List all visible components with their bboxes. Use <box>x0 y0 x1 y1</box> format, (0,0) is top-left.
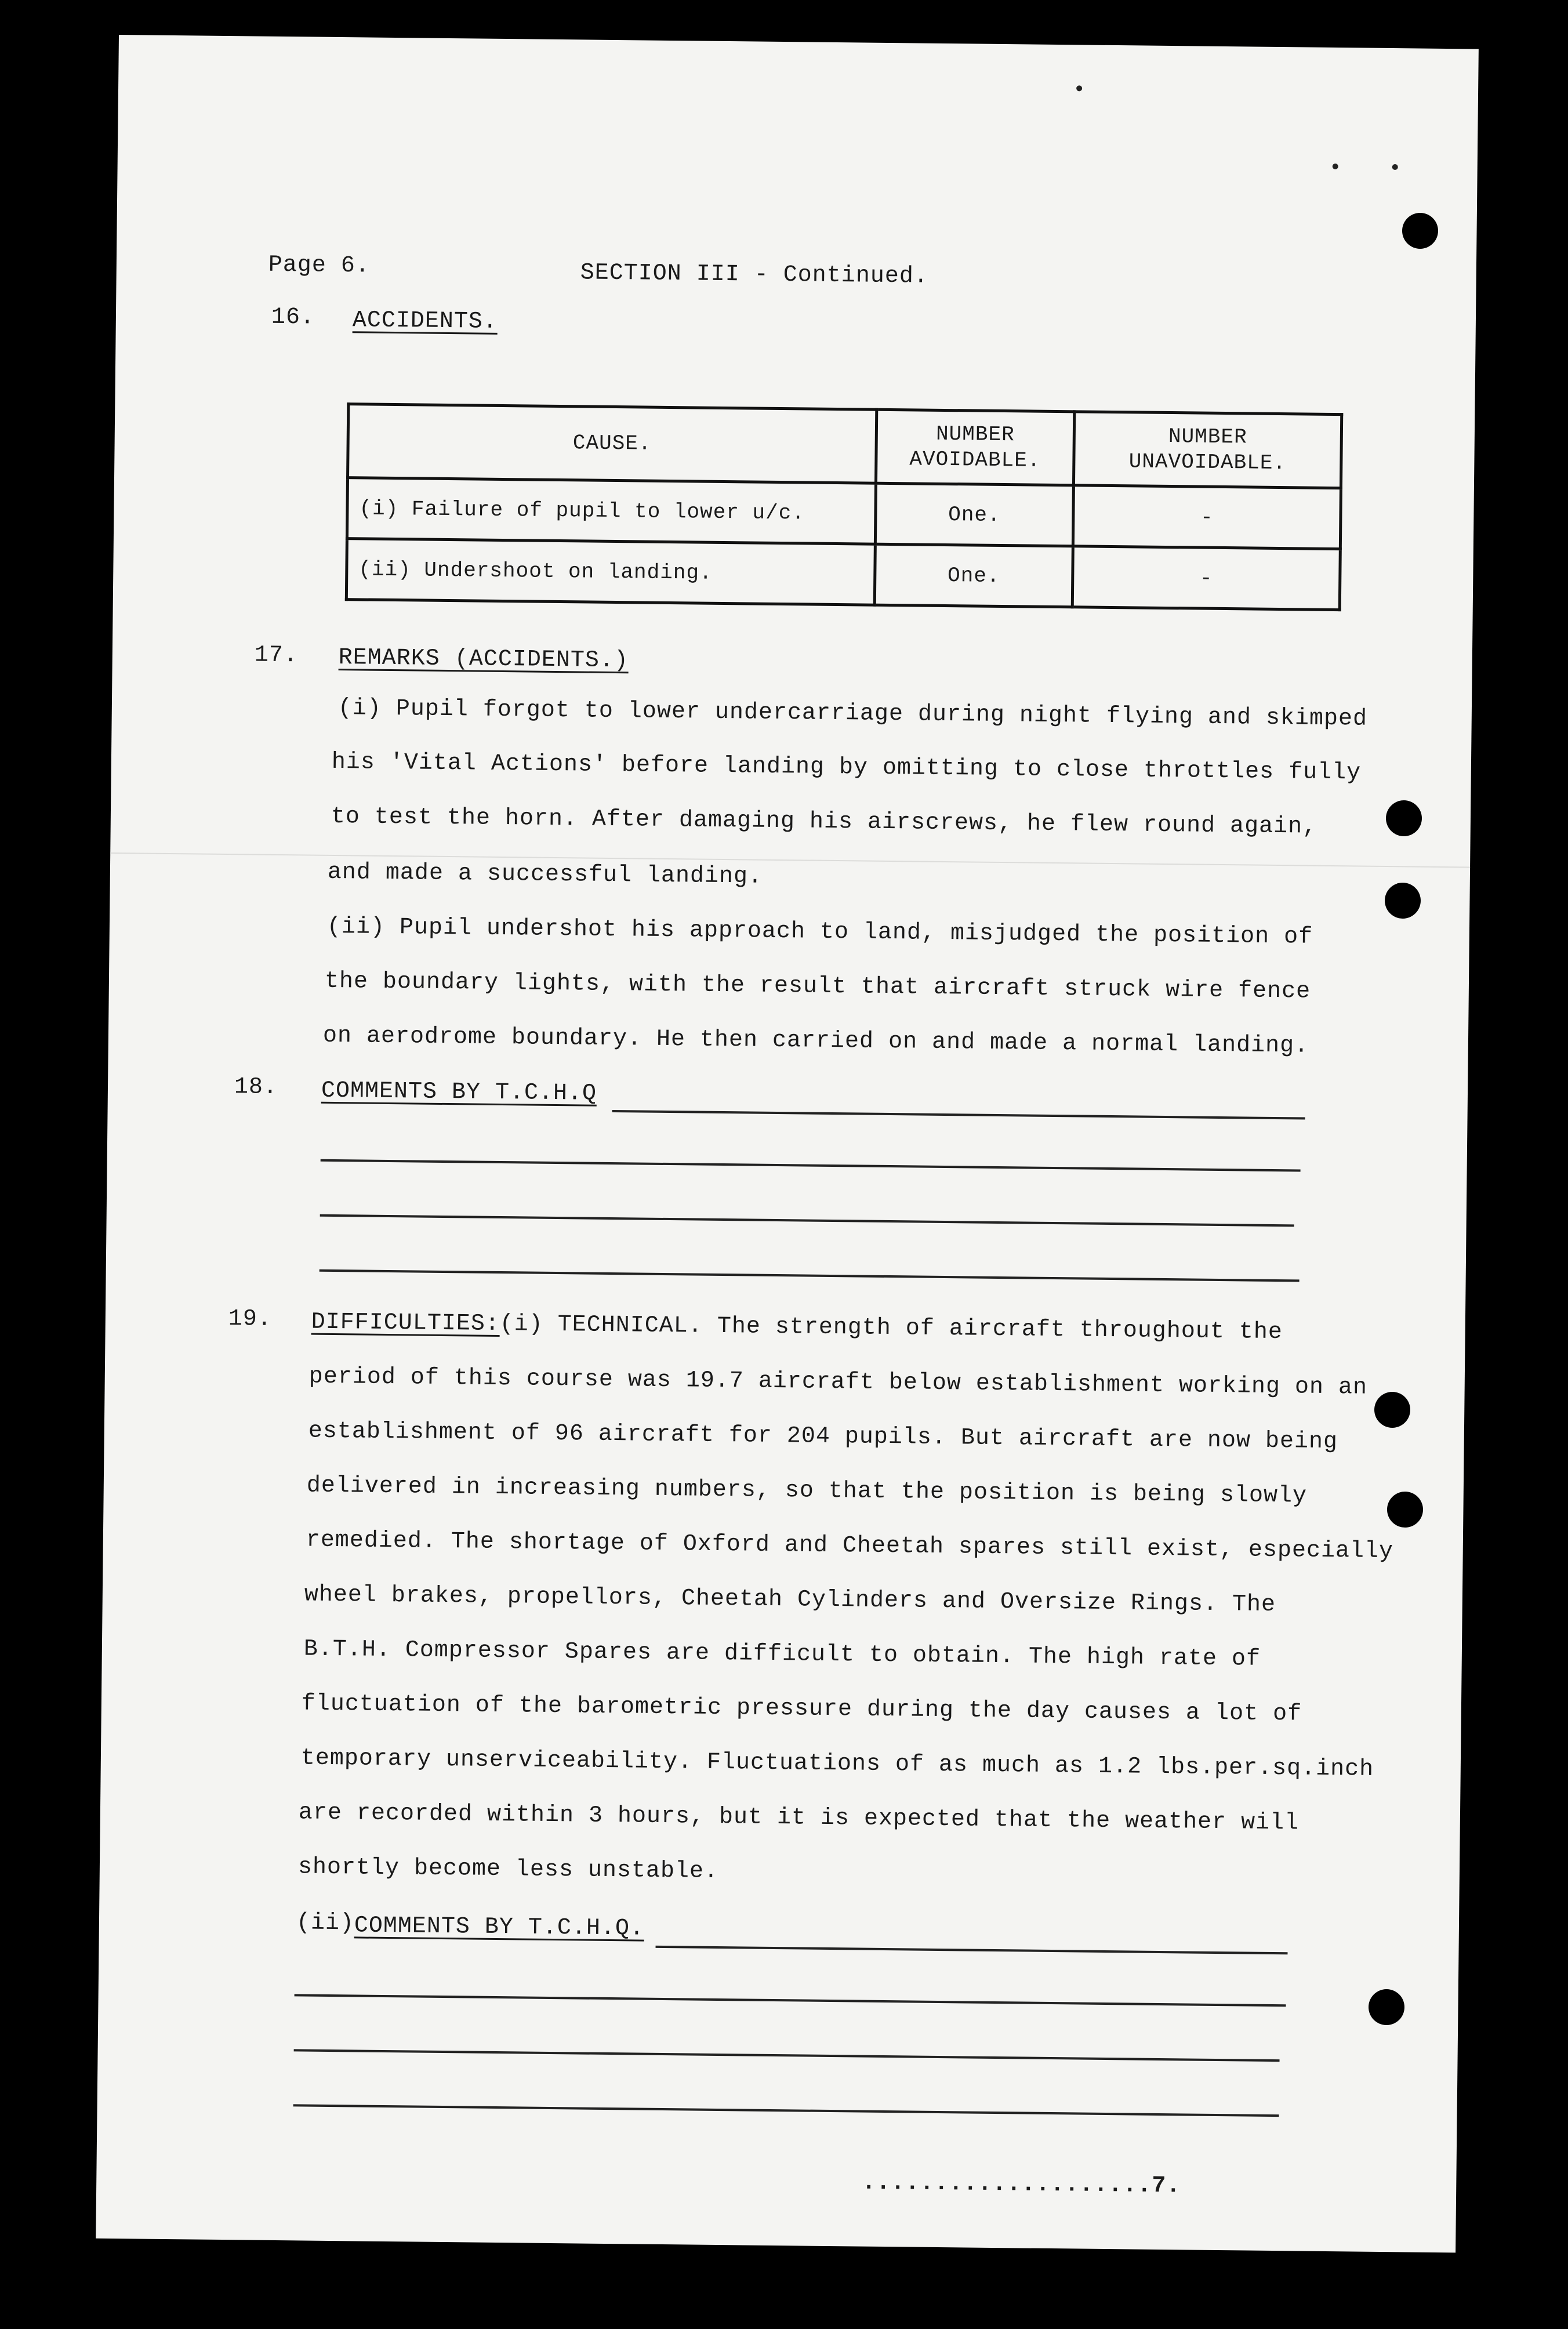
remarks-line: and made a successful landing. <box>327 859 763 890</box>
document-page <box>96 35 1479 2252</box>
punch-hole <box>1369 1989 1404 2025</box>
table-row <box>347 478 1341 549</box>
remarks-line: to test the horn. After damaging his airscrews, he flew round again, <box>331 803 1317 840</box>
section-title: SECTION III - Continued. <box>580 260 929 290</box>
paper-fold-line <box>110 852 1470 868</box>
punch-hole <box>1387 1492 1423 1528</box>
punch-hole <box>1374 1392 1410 1428</box>
avoidable-cell: One. <box>875 483 1073 546</box>
difficulties-line: delivered in increasing numbers, so that the position is being slowly <box>306 1472 1308 1510</box>
unavoidable-cell: - <box>1073 485 1341 549</box>
remarks-line: on aerodrome boundary. He then carried on and made a normal landing. <box>322 1022 1309 1060</box>
cause-cell: (i) Failure of pupil to lower u/c. <box>347 478 876 545</box>
item-number-19: 19. <box>228 1306 273 1333</box>
avoidable-cell: One. <box>874 544 1073 607</box>
column-header-avoidable: NUMBER AVOIDABLE. <box>876 409 1074 485</box>
difficulties-line: (i) TECHNICAL. The strength of aircraft throughout the <box>499 1311 1283 1346</box>
column-header-cause: CAUSE. <box>348 404 877 484</box>
punch-hole <box>1386 800 1422 836</box>
comments-heading: COMMENTS BY T.C.H.Q <box>321 1078 597 1107</box>
column-header-unavoidable: NUMBER UNAVOIDABLE. <box>1073 412 1341 488</box>
accidents-heading: ACCIDENTS. <box>352 307 498 335</box>
comment-line <box>321 1159 1301 1172</box>
ink-speck <box>1076 85 1082 91</box>
punch-hole <box>1385 883 1421 919</box>
difficulties-line: remedied. The shortage of Oxford and Cheetah spares still exist, especially <box>306 1527 1394 1565</box>
difficulties-line: shortly become less unstable. <box>297 1854 719 1885</box>
difficulties-line: period of this course was 19.7 aircraft below establishment working on an <box>308 1363 1368 1401</box>
comment-line <box>320 1269 1300 1282</box>
punch-hole <box>1402 213 1438 249</box>
remarks-line: (i) Pupil forgot to lower undercarriage during night flying and skimped <box>337 695 1368 732</box>
difficulties-line: B.T.H. Compressor Spares are difficult to obtain. The high rate of <box>303 1636 1261 1673</box>
comment-line <box>293 2104 1279 2117</box>
comment-line <box>612 1110 1305 1120</box>
comments-heading: COMMENTS BY T.C.H.Q. <box>354 1913 645 1942</box>
continuation-marker: ....................7. <box>862 2170 1181 2200</box>
comment-line <box>295 1994 1286 2007</box>
difficulties-line: fluctuation of the barometric pressure during the day causes a lot of <box>301 1690 1302 1728</box>
ink-speck <box>1333 164 1338 169</box>
difficulties-line: are recorded within 3 hours, but it is expected that the weather will <box>298 1800 1300 1837</box>
difficulties-line: temporary unserviceability. Fluctuations of as much as 1.2 lbs.per.sq.inch <box>300 1745 1374 1783</box>
comment-line <box>320 1214 1294 1227</box>
comment-line <box>294 2049 1280 2062</box>
comment-line <box>656 1946 1288 1954</box>
table-row <box>346 539 1340 610</box>
table-header-row <box>348 404 1342 488</box>
page-number: Page 6. <box>268 252 371 280</box>
remarks-line: the boundary lights, with the result that aircraft struck wire fence <box>324 968 1311 1005</box>
item-number-18: 18. <box>234 1074 278 1101</box>
remarks-line: his 'Vital Actions' before landing by omitting to close throttles fully <box>331 749 1362 786</box>
comments-prefix: (ii) <box>296 1910 355 1937</box>
accidents-table <box>345 402 1343 611</box>
unavoidable-cell: - <box>1072 546 1340 610</box>
difficulties-line: wheel brakes, propellors, Cheetah Cylinders and Oversize Rings. The <box>304 1581 1276 1619</box>
item-number-16: 16. <box>271 304 315 331</box>
ink-speck <box>1392 164 1398 170</box>
remarks-line: (ii) Pupil undershot his approach to land, misjudged the position of <box>326 913 1313 951</box>
difficulties-heading: DIFFICULTIES: <box>311 1309 500 1337</box>
cause-cell: (ii) Undershoot on landing. <box>346 539 875 605</box>
remarks-heading: REMARKS (ACCIDENTS.) <box>338 645 629 674</box>
difficulties-line: establishment of 96 aircraft for 204 pupils. But aircraft are now being <box>308 1418 1338 1456</box>
item-number-17: 17. <box>254 642 299 669</box>
